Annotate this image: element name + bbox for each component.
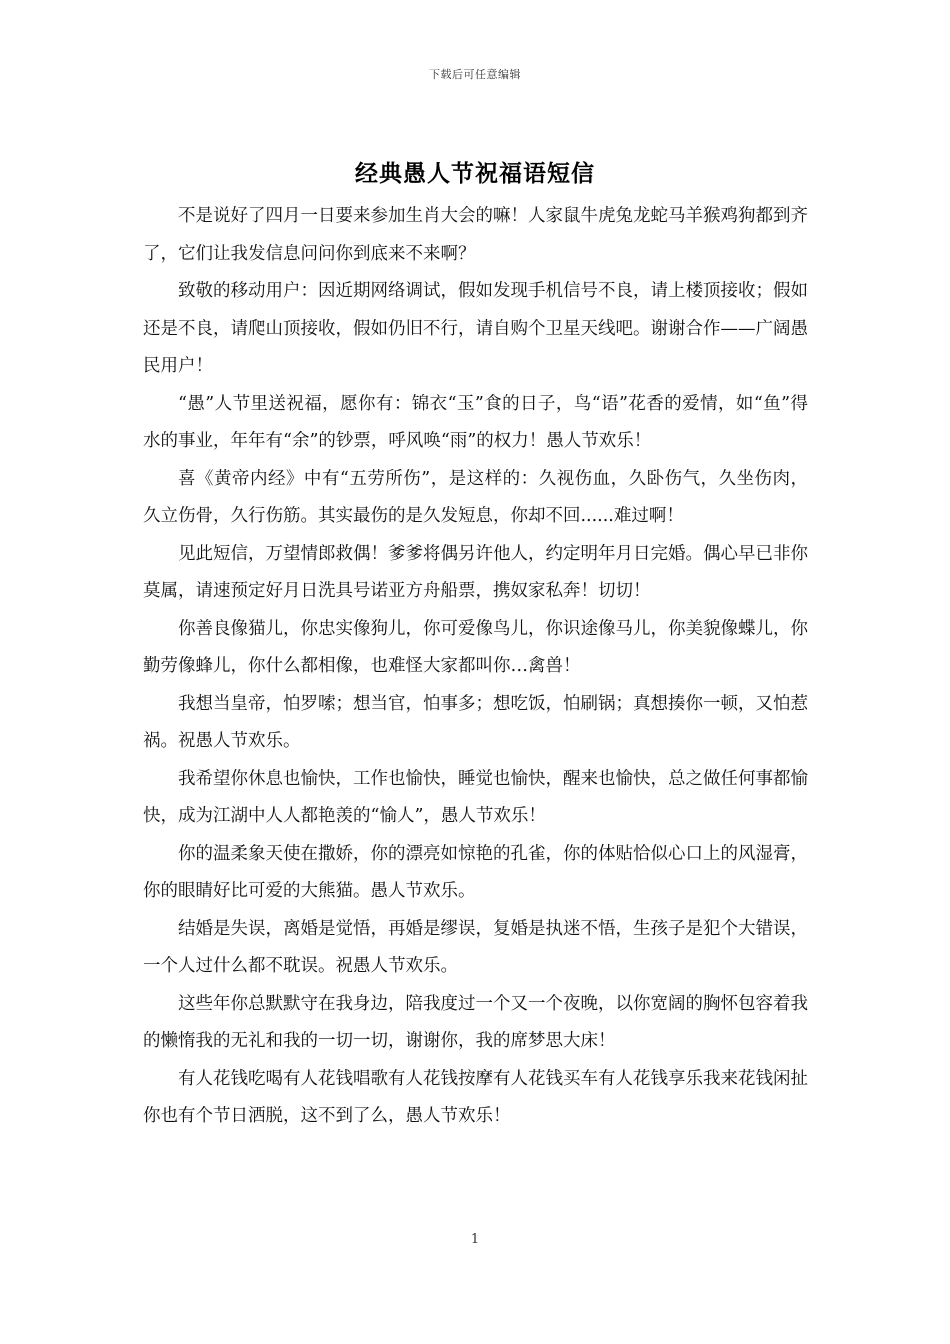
- document-title: 经典愚人节祝福语短信: [355, 161, 595, 187]
- paragraph: 喜《黄帝内经》中有“五劳所伤”，是这样的：久视伤血，久卧伤气，久坐伤肉，久立伤骨，久行伤筋。其实最伤的是久发短息，你却不回......难过啊！: [143, 468, 808, 526]
- paragraph: 你善良像猫儿，你忠实像狗儿，你可爱像鸟儿，你识途像马儿，你美貌像蝶儿，你勤劳像蜂儿，你什么都相像，也难怪大家都叫你…禽兽！: [143, 618, 808, 676]
- paragraph: 你的温柔象天使在撒娇，你的漂亮如惊艳的孔雀，你的体贴恰似心口上的风湿膏，你的眼睛好比可爱的大熊猫。愚人节欢乐。: [143, 843, 808, 901]
- page-number: 1: [470, 1232, 480, 1247]
- document-body: [143, 198, 808, 1136]
- paragraph: 我想当皇帝，怕罗嗦；想当官，怕事多；想吃饭，怕刷锅；真想揍你一顿，又怕惹祸。祝愚人节欢乐。: [143, 693, 808, 751]
- paragraph: 结婚是失误，离婚是觉悟，再婚是缪误，复婚是执迷不悟，生孩子是犯个大错误，一个人过什么都不耽误。祝愚人节欢乐。: [143, 918, 808, 976]
- paragraph: 我希望你休息也愉快，工作也愉快，睡觉也愉快，醒来也愉快，总之做任何事都愉快，成为江湖中人人都艳羡的“愉人”，愚人节欢乐！: [143, 768, 808, 826]
- page-header: 下载后可任意编辑: [429, 68, 521, 81]
- paragraph: 致敬的移动用户：因近期网络调试，假如发现手机信号不良，请上楼顶接收；假如还是不良，请爬山顶接收，假如仍旧不行，请自购个卫星天线吧。谢谢合作——广阔愚民用户！: [143, 281, 808, 376]
- paragraph: 不是说好了四月一日要来参加生肖大会的嘛！人家鼠牛虎兔龙蛇马羊猴鸡狗都到齐了，它们让我发信息问问你到底来不来啊？: [143, 206, 808, 264]
- paragraph: “愚”人节里送祝福，愿你有：锦衣“玉”食的日子，鸟“语”花香的爱情，如“鱼”得水的事业，年年有“余”的钞票，呼风唤“雨”的权力！愚人节欢乐！: [143, 393, 808, 451]
- paragraph: 有人花钱吃喝有人花钱唱歌有人花钱按摩有人花钱买车有人花钱享乐我来花钱闲扯你也有个节日洒脱，这不到了么，愚人节欢乐！: [143, 1068, 808, 1126]
- paragraph: 见此短信，万望情郎救偶！爹爹将偶另许他人，约定明年月日完婚。偶心早已非你莫属，请速预定好月日洗具号诺亚方舟船票，携奴家私奔！切切！: [143, 543, 808, 601]
- paragraph: 这些年你总默默守在我身边，陪我度过一个又一个夜晚，以你宽阔的胸怀包容着我的懒惰我的无礼和我的一切一切，谢谢你，我的席梦思大床！: [143, 993, 808, 1051]
